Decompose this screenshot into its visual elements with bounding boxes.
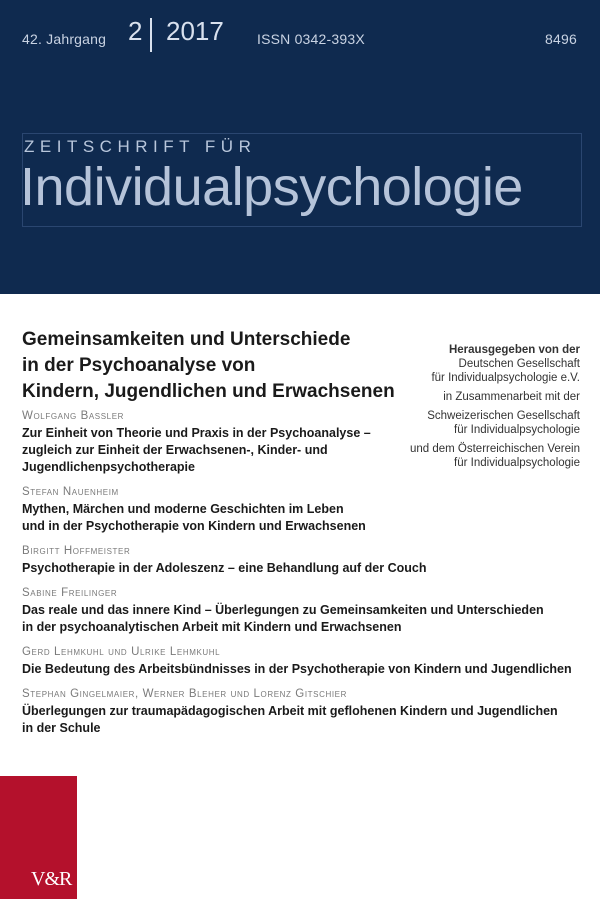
article-title — [22, 703, 582, 737]
article-title — [22, 661, 582, 678]
issue-theme — [22, 327, 422, 405]
issue-theme-line: Gemeinsamkeiten und Unterschiede — [22, 329, 351, 350]
article-title-line: zugleich zur Einheit der Erwachsenen-, Kinder- und — [22, 443, 328, 457]
article-entry — [22, 409, 582, 476]
article-entry — [22, 687, 582, 737]
article-title — [22, 602, 582, 636]
publisher-line: und dem Österreichischen Verein — [409, 443, 580, 455]
issue-number: 2 — [128, 16, 143, 46]
article-entry — [22, 485, 582, 535]
article-title-line: in der Schule — [22, 721, 101, 735]
article-title — [22, 425, 582, 476]
article-author: Wolfgang Bassler — [22, 410, 125, 422]
article-entry — [22, 544, 582, 577]
article-entry — [22, 586, 582, 636]
publisher-logo-text: V&R — [31, 868, 72, 890]
article-author: Gerd Lehmkuhl und Ulrike Lehmkuhl — [22, 646, 221, 658]
article-title — [22, 560, 582, 577]
publisher-line: Deutschen Gesellschaft — [458, 358, 580, 370]
issue-divider — [150, 18, 152, 52]
issue-year: 2017 — [166, 16, 224, 46]
volume-label: 42. Jahrgang — [22, 31, 107, 47]
publisher-line: für Individualpsychologie — [454, 457, 580, 469]
article-title-line: Mythen, Märchen und moderne Geschichten im Leben — [22, 502, 344, 516]
article-title-line: Die Bedeutung des Arbeitsbündnisses in der Psychotherapie von Kindern und Jugendlichen — [22, 662, 572, 676]
journal-title: Individualpsychologie — [20, 157, 523, 217]
issue-theme-line: in der Psychoanalyse von — [22, 355, 256, 376]
issn-label: ISSN 0342-393X — [257, 31, 365, 47]
product-code: 8496 — [545, 31, 577, 47]
publisher-line: für Individualpsychologie — [454, 424, 580, 436]
article-title-line: Das reale und das innere Kind – Überlegungen zu Gemeinsamkeiten und Unterschieden — [22, 603, 544, 617]
publisher-line: für Individualpsychologie e.V. — [431, 372, 580, 384]
publisher-logo — [0, 776, 77, 899]
publisher-line: in Zusammenarbeit mit der — [443, 391, 580, 403]
table-of-contents — [22, 409, 582, 746]
article-title-line: Zur Einheit von Theorie und Praxis in der Psychoanalyse – — [22, 426, 371, 440]
issue-theme-line: Kindern, Jugendlichen und Erwachsenen — [22, 381, 395, 402]
article-entry — [22, 645, 582, 678]
article-title-line: Jugendlichenpsychotherapie — [22, 460, 195, 474]
article-author: Stephan Gingelmaier, Werner Bleher und Lorenz Gitschier — [22, 688, 347, 700]
article-title — [22, 501, 582, 535]
publisher-line: Schweizerischen Gesellschaft — [427, 410, 580, 422]
article-title-line: Psychotherapie in der Adoleszenz – eine Behandlung auf der Couch — [22, 561, 427, 575]
article-author: Birgitt Hoffmeister — [22, 545, 131, 557]
article-title-line: und in der Psychotherapie von Kindern und Erwachsenen — [22, 519, 366, 533]
article-title-line: Überlegungen zur traumapädagogischen Arbeit mit geflohenen Kindern und Jugendlichen — [22, 704, 558, 718]
article-title-line: in der psychoanalytischen Arbeit mit Kindern und Erwachsenen — [22, 620, 402, 634]
publisher-lead: Herausgegeben von der — [448, 344, 580, 356]
article-author: Stefan Nauenheim — [22, 486, 119, 498]
journal-title-prefix: ZEITSCHRIFT FÜR — [24, 137, 257, 156]
article-author: Sabine Freilinger — [22, 587, 118, 599]
cover-header — [0, 0, 600, 294]
